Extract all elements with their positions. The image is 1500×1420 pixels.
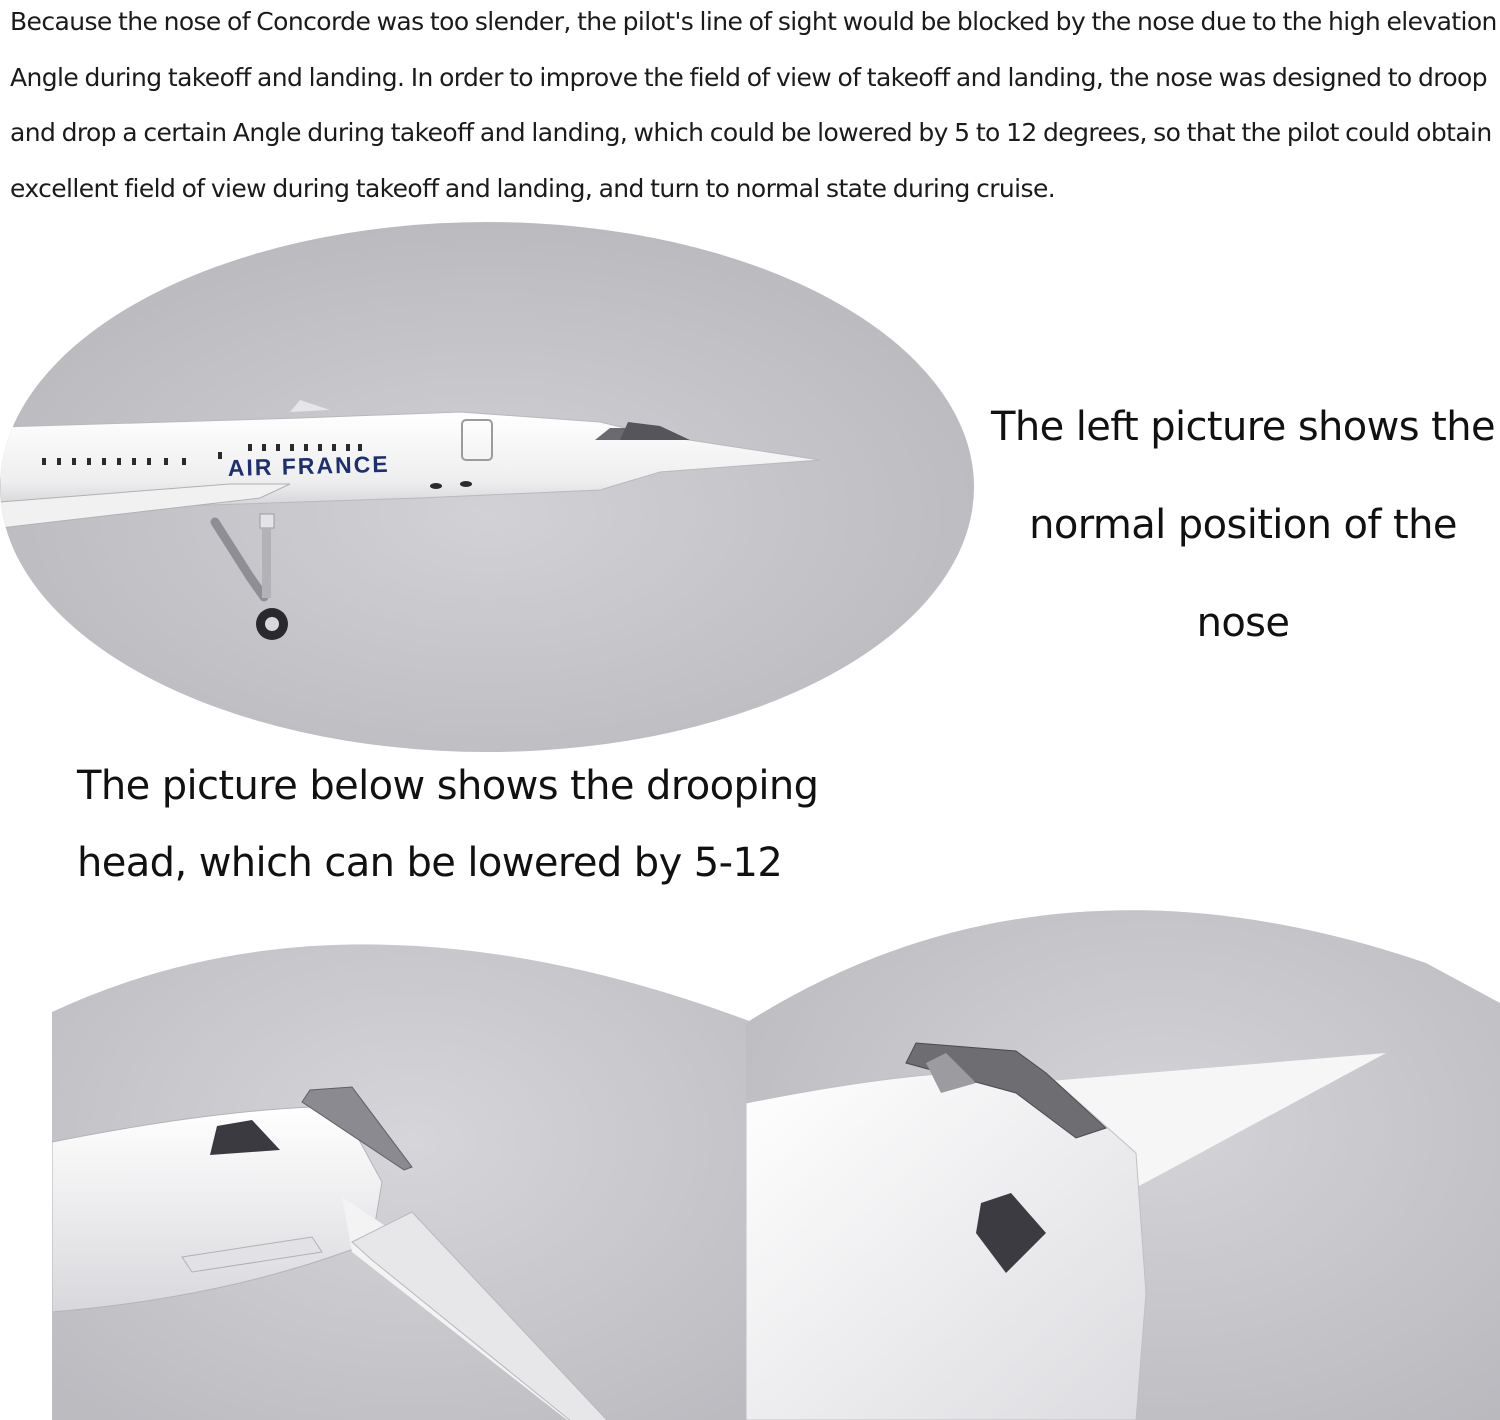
- caption-normal-position: [986, 378, 1500, 672]
- airline-livery-text: AIR FRANCE: [227, 450, 390, 481]
- caption-normal-line1: The left picture shows the: [990, 404, 1495, 450]
- photo-nose-normal: [0, 222, 975, 752]
- photo-nose-drooped-side: [52, 912, 772, 1420]
- caption-droop-line1: The picture below shows the drooping: [77, 763, 819, 809]
- intro-paragraph: Because the nose of Concorde was too slender, the pilot's line of sight would be blocked by the nose due to the high elevation Angle during takeoff and landing. In order to improve the field of view of takeoff and landing, the nose was designed to droop and drop a certain Angle during takeoff and landing, which could be lowered by 5 to 12 degrees, so that the pilot could obtain excellent field of view during takeoff and landing, and turn to normal state during cruise.: [10, 7, 1497, 203]
- caption-droop-line2: head, which can be lowered by 5-12: [77, 840, 783, 886]
- caption-normal-line2: normal position of the nose: [1029, 502, 1457, 646]
- photo-nose-drooped-closeup: [746, 893, 1500, 1420]
- caption-drooping-nose: [77, 748, 877, 902]
